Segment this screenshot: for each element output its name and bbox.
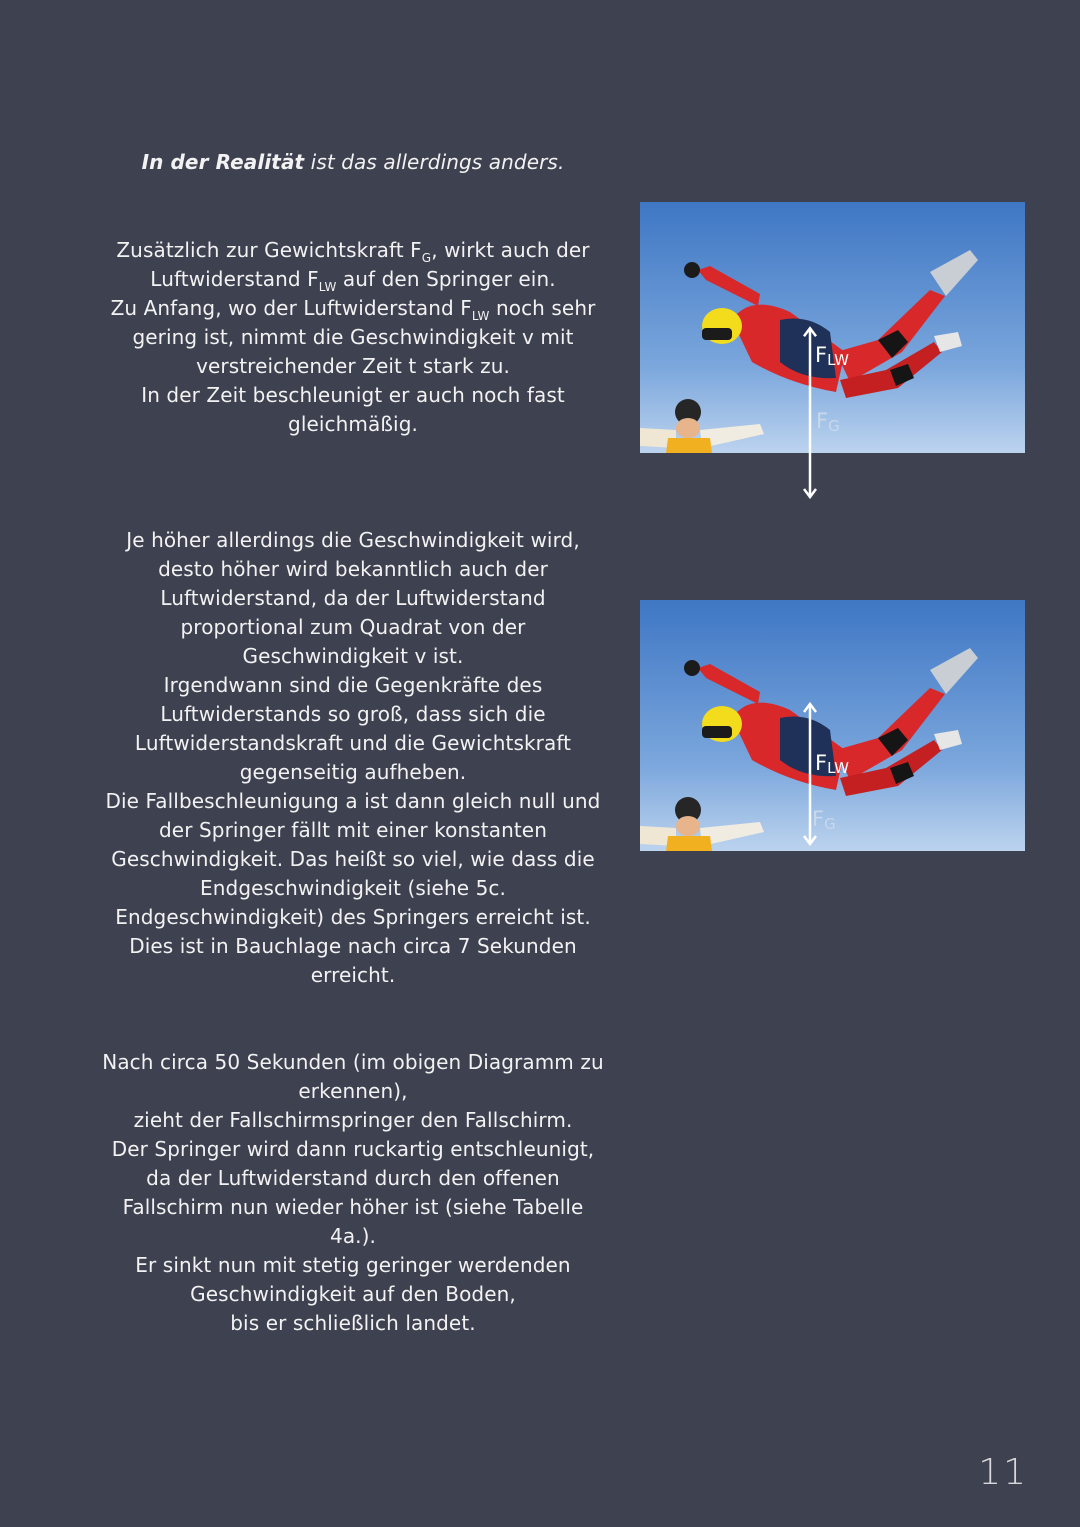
skydiver-photo-2: [640, 600, 1025, 851]
skydiver-photo-1: [640, 202, 1025, 453]
p2-line: Die Fallbeschleunigung a ist dann gleich null und der Springer fällt mit einer konstanten Geschwindigkeit. Das heißt so viel, wie dass die Endgeschwindigkeit (siehe 5c. Endgeschwindigkeit) des Springers erreicht ist.: [105, 789, 601, 929]
page-number: 11: [978, 1452, 1028, 1493]
p3-line: Nach circa 50 Sekunden (im obigen Diagramm zu erkennen),: [102, 1050, 604, 1103]
intro-rest: ist das allerdings anders.: [304, 150, 565, 174]
intro-bold: In der Realität: [141, 150, 305, 174]
lw-label: FLW: [815, 343, 849, 369]
p1-sentence-2: Zu Anfang, wo der Luftwiderstand $F_{LW}$ noch sehr gering ist, nimmt die Geschwindigkeit v mit verstreichender Zeit t stark zu.: [110, 296, 596, 378]
p3-line: zieht der Fallschirmspringer den Fallschirm.: [133, 1108, 573, 1132]
paragraph-parachute: [98, 1048, 608, 1338]
p3-line: bis er schließlich landet.: [230, 1311, 476, 1335]
p2-line: Dies ist in Bauchlage nach circa 7 Sekunden erreicht.: [129, 934, 577, 987]
intro-sentence: [98, 148, 608, 177]
p3-line: Er sinkt nun mit stetig geringer werdenden Geschwindigkeit auf den Boden,: [135, 1253, 571, 1306]
p2-line: Je höher allerdings die Geschwindigkeit wird, desto höher wird bekanntlich auch der Luftwiderstand, da der Luftwiderstand proportional zum Quadrat von der Geschwindigkeit v ist.: [126, 528, 580, 668]
p1-sentence-1: Zusätzlich zur Gewichtskraft $F_G$, wirkt auch der Luftwiderstand $F_{LW}$ auf den Springer ein.: [116, 238, 590, 294]
p1-sentence-3: In der Zeit beschleunigt er auch noch fast gleichmäßig.: [141, 383, 565, 436]
g-label: FG: [816, 409, 840, 435]
force-arrows: [640, 202, 1025, 512]
paragraph-forces: [98, 236, 608, 439]
g-label: FG: [812, 807, 836, 833]
force-arrows: [640, 600, 1025, 851]
p3-line: Der Springer wird dann ruckartig entschleunigt, da der Luftwiderstand durch den offenen Fallschirm nun wieder höher ist (siehe Tabelle 4a.).: [111, 1137, 595, 1248]
p2-line: Irgendwann sind die Gegenkräfte des Luftwiderstands so groß, dass sich die Luftwiderstandskraft und die Gewichtskraft gegenseitig aufheben.: [134, 673, 572, 784]
paragraph-terminal-velocity: [98, 526, 608, 990]
lw-label: FLW: [815, 751, 849, 777]
